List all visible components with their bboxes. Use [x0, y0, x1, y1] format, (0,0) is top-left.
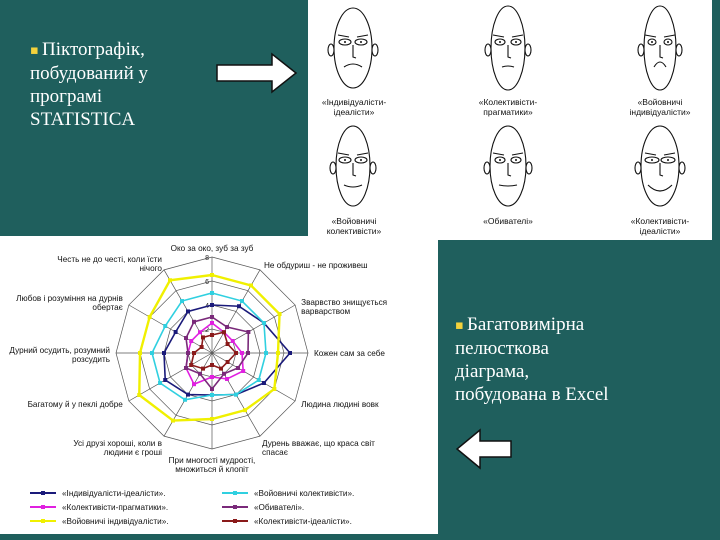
- radar-axis-label: Дурень вважає, що краса світ спасає: [262, 439, 375, 458]
- radar-data-point: [163, 324, 167, 328]
- legend-marker: [233, 519, 237, 523]
- radar-axis-label: Любов і розуміння на дурнів обертає: [16, 294, 123, 312]
- mouth: [344, 64, 362, 67]
- radar-data-point: [192, 351, 196, 355]
- radar-data-point: [210, 333, 214, 337]
- legend-marker: [41, 519, 45, 523]
- radar-data-point: [180, 299, 184, 303]
- radar-data-point: [219, 367, 223, 371]
- radar-data-point: [222, 330, 226, 334]
- pictograph-panel: [308, 0, 712, 240]
- radar-data-point: [249, 283, 253, 287]
- radar-data-point: [210, 303, 214, 307]
- radar-axis-label: Око за око, зуб за зуб: [170, 244, 254, 253]
- radar-data-point: [186, 309, 190, 313]
- radar-axis-label: Честь не до честі, коли їсти нічого: [57, 254, 162, 273]
- eyebrows: [338, 35, 368, 37]
- right-caption: [455, 313, 609, 406]
- face-caption: «Войовничі індивідуалісти»: [629, 97, 691, 117]
- radar-data-point: [198, 372, 202, 376]
- arrow-right-icon: [216, 52, 298, 94]
- eyebrows: [493, 35, 523, 37]
- radar-data-point: [234, 393, 238, 397]
- mouth: [499, 185, 517, 186]
- pupil-right: [667, 41, 669, 43]
- eyebrows: [338, 153, 368, 155]
- radar-data-point: [163, 378, 167, 382]
- radar-data-point: [168, 278, 172, 282]
- radar-data-point: [192, 320, 196, 324]
- legend-marker: [41, 505, 45, 509]
- ear-right: [372, 44, 378, 56]
- radar-data-point: [262, 321, 266, 325]
- radar-data-point: [210, 387, 214, 391]
- pupil-right: [360, 159, 362, 161]
- radar-tick-label: 6: [205, 279, 209, 286]
- pupil-left: [499, 159, 501, 161]
- right-caption-line: діаграма,: [455, 361, 530, 382]
- radar-tick-label: 4: [205, 303, 209, 310]
- radar-data-point: [184, 336, 188, 340]
- nose: [353, 45, 356, 58]
- radar-data-point: [184, 366, 188, 370]
- eyebrows: [645, 153, 675, 155]
- right-caption-line: пелюсткова: [455, 338, 549, 359]
- face-icon: [638, 6, 682, 90]
- legend-label: «Колективісти-прагматики».: [62, 503, 169, 512]
- face-caption: «Індивідуалісти- ідеалісти»: [321, 97, 387, 117]
- pupil-right: [667, 159, 669, 161]
- mouth: [648, 185, 672, 191]
- radar-spoke: [129, 353, 212, 401]
- radar-data-point: [201, 367, 205, 371]
- ear-left: [328, 44, 334, 56]
- face-icon: [328, 8, 378, 88]
- ear-left: [330, 162, 336, 174]
- radar-axis-label: При многості мудрості, множиться й клопіт: [168, 456, 256, 474]
- face-icon: [485, 6, 531, 90]
- radar-data-point: [210, 273, 214, 277]
- radar-data-point: [210, 321, 214, 325]
- radar-axis-label: Дурний осудить, розумний розсудить: [9, 346, 110, 364]
- left-caption-line: побудований у: [30, 63, 148, 84]
- pupil-left: [344, 159, 346, 161]
- pupil-left: [651, 159, 653, 161]
- legend-marker: [233, 491, 237, 495]
- ear-right: [525, 44, 531, 56]
- ear-left: [635, 162, 641, 174]
- radar-data-point: [225, 325, 229, 329]
- face-caption: «Обивателі»: [483, 216, 533, 226]
- ear-left: [484, 162, 490, 174]
- radar-data-point: [236, 366, 240, 370]
- radar-data-point: [148, 315, 152, 319]
- radar-data-point: [201, 335, 205, 339]
- radar-data-point: [246, 330, 250, 334]
- radar-data-point: [158, 381, 162, 385]
- ear-right: [370, 162, 376, 174]
- bullet-icon: ▪: [30, 43, 39, 58]
- radar-data-point: [137, 393, 141, 397]
- face-icon: [484, 126, 532, 206]
- legend-label: «Войовничі індивідуалісти».: [62, 517, 169, 526]
- radar-data-point: [186, 351, 190, 355]
- pictograph-faces: [308, 0, 712, 240]
- radar-axis-label: Усі друзі хороші, коли в людини є гроші: [73, 439, 162, 458]
- radar-data-point: [150, 351, 154, 355]
- left-caption: [30, 38, 148, 131]
- radar-data-point: [231, 339, 235, 343]
- arrow-left-icon: [456, 428, 512, 470]
- ear-right: [526, 162, 532, 174]
- radar-data-point: [210, 363, 214, 367]
- radar-data-point: [225, 377, 229, 381]
- right-caption-line: побудована в Excel: [455, 384, 609, 405]
- radar-tick-label: 2: [205, 327, 209, 334]
- bullet-icon: ▪: [455, 318, 464, 333]
- radar-data-point: [186, 393, 190, 397]
- radar-data-point: [192, 382, 196, 386]
- pupil-right: [515, 41, 517, 43]
- right-caption-line: Багатовимірна: [467, 314, 585, 335]
- eyebrows: [493, 153, 523, 155]
- radar-data-point: [276, 351, 280, 355]
- legend-label: «Колективісти-ідеалісти».: [254, 517, 352, 526]
- radar-data-point: [272, 387, 276, 391]
- radar-data-point: [138, 351, 142, 355]
- radar-data-point: [262, 381, 266, 385]
- nose: [353, 163, 356, 176]
- radar-spoke: [212, 353, 295, 401]
- ear-right: [679, 162, 685, 174]
- radar-data-point: [240, 351, 244, 355]
- radar-data-point: [234, 351, 238, 355]
- radar-data-point: [200, 345, 204, 349]
- radar-data-point: [183, 398, 187, 402]
- radar-data-point: [210, 375, 214, 379]
- radar-data-point: [257, 378, 261, 382]
- radar-axis-label: Багатому й у пеклі добре: [27, 400, 123, 409]
- radar-data-point: [222, 372, 226, 376]
- nose: [508, 163, 511, 176]
- radar-data-point: [264, 351, 268, 355]
- legend-label: «Індивідуалісти-ідеалісти».: [62, 489, 166, 498]
- radar-data-point: [240, 299, 244, 303]
- face-caption: «Колективісти- прагматики»: [478, 97, 538, 117]
- legend-label: «Обивателі».: [254, 503, 305, 512]
- radar-data-point: [162, 351, 166, 355]
- legend-marker: [233, 505, 237, 509]
- radar-data-point: [237, 304, 241, 308]
- radar-axis-label: Людина людині вовк: [301, 400, 379, 409]
- radar-tick-label: 8: [205, 255, 209, 262]
- face-caption: «Колективісти- ідеалісти»: [630, 216, 690, 236]
- ear-left: [485, 44, 491, 56]
- face-icon: [635, 126, 685, 206]
- ear-left: [638, 44, 644, 56]
- pupil-right: [360, 41, 362, 43]
- left-caption-line: Піктографік,: [42, 39, 145, 60]
- radar-chart: [0, 236, 438, 534]
- nose: [660, 163, 663, 176]
- pupil-left: [651, 41, 653, 43]
- radar-data-point: [210, 291, 214, 295]
- nose: [660, 45, 663, 58]
- radar-chart-panel: [0, 236, 438, 534]
- radar-data-point: [189, 363, 193, 367]
- legend-label: «Войовничі колективісти».: [254, 489, 355, 498]
- radar-data-point: [246, 351, 250, 355]
- mouth: [502, 66, 514, 67]
- radar-data-point: [243, 408, 247, 412]
- radar-data-point: [210, 417, 214, 421]
- eyebrows: [645, 35, 675, 37]
- left-caption-line: програмі: [30, 86, 103, 107]
- radar-data-point: [241, 369, 245, 373]
- mouth: [654, 62, 666, 67]
- pupil-right: [515, 159, 517, 161]
- ear-right: [676, 44, 682, 56]
- face-icon: [330, 126, 376, 206]
- pupil-left: [499, 41, 501, 43]
- radar-axis-label: Не обдуриш - не проживеш: [264, 260, 368, 270]
- radar-data-point: [226, 342, 230, 346]
- radar-data-point: [278, 312, 282, 316]
- mouth: [344, 185, 362, 187]
- radar-data-point: [210, 393, 214, 397]
- radar-data-point: [171, 419, 175, 423]
- radar-data-point: [288, 351, 292, 355]
- nose: [508, 45, 511, 58]
- radar-axis-label: Зварвство знищується варварством: [301, 298, 388, 316]
- radar-data-point: [210, 315, 214, 319]
- legend-marker: [41, 491, 45, 495]
- radar-data-point: [226, 360, 230, 364]
- radar-data-point: [189, 339, 193, 343]
- radar-axis-label: Кожен сам за себе: [314, 349, 385, 358]
- left-caption-line: STATISTICA: [30, 109, 136, 130]
- pupil-left: [344, 41, 346, 43]
- radar-data-point: [174, 330, 178, 334]
- face-caption: «Войовничі колективісти»: [326, 216, 382, 236]
- radar-data-point: [198, 330, 202, 334]
